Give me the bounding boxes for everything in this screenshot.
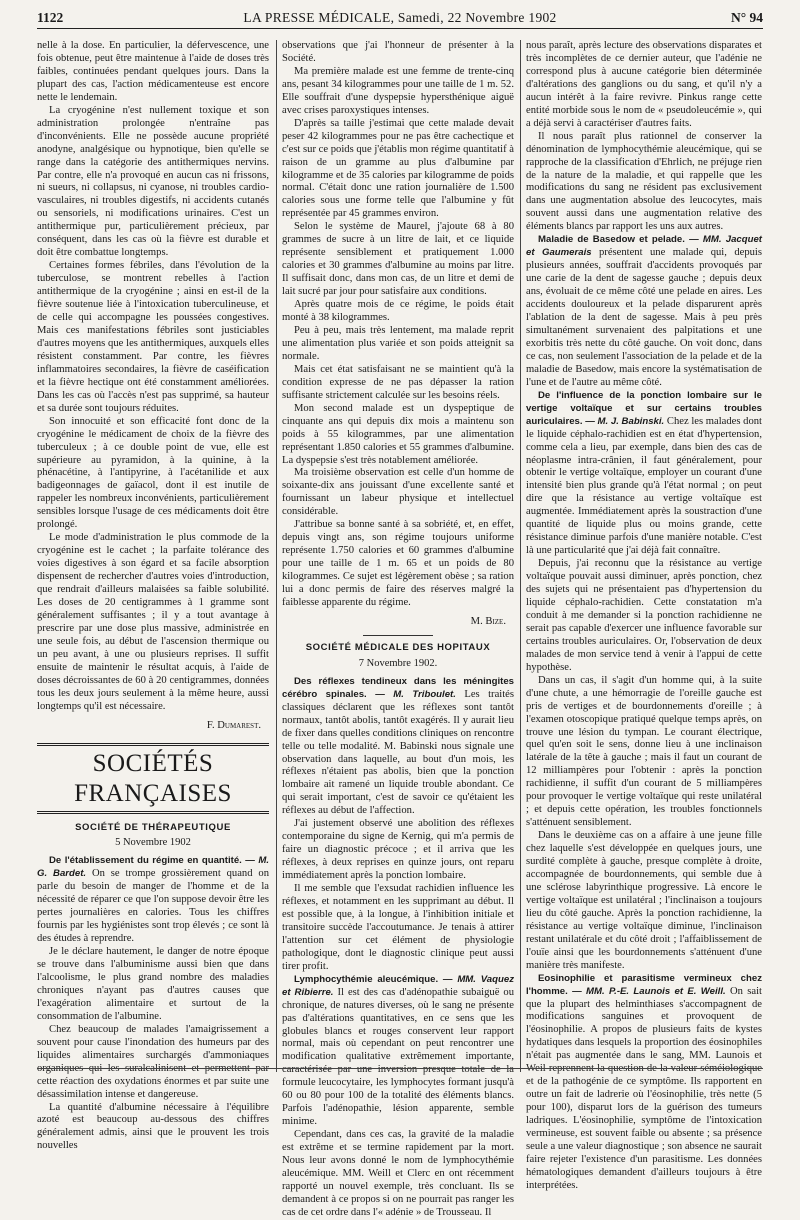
paragraph: J'attribue sa bonne santé à sa sobriété, et, en effet, depuis vingt ans, son régime toujours uniforme représente 1.750 calories et 60 grammes d'albumine pour une taille de 1 m. 65 et un poids de 80 kilogrammes. Ce sujet est légèrement obèse ; sa ration lui a donc permis de faire des réserves malgré la faiblesse apparente du régime. (282, 519, 514, 608)
paragraph: observations que j'ai l'honneur de présenter à la Société. (282, 40, 514, 64)
lead-author: MM. Vaquez et Ribierre. (282, 973, 514, 998)
column-divider (276, 40, 277, 1072)
column-1 (37, 40, 269, 1152)
paragraph: Après quatre mois de ce régime, le poids était monté à 38 kilogrammes. (282, 299, 514, 324)
paragraph: Dans un cas, il s'agit d'un homme qui, à la suite d'une chute, a une hémorragie de l'oreille gauche est pris de vertiges et de bourdonnements d'oreille ; à l'examen otoscopique pratiqué quelque temps après, on trouve une lésion du tympan. Le courant électrique, quel qu'en soit le sens, donne lieu à une inclinaison latérale de la tête à gauche ; mais il faut un courant de 12 milliampères pour l'obtenir : après la ponction rachidienne, il suffit d'un courant de 5 milliampères pour provoquer le vertige voltaïque qui reste unilatéral ; et depuis cette opération, les troubles fonctionnels s'atténuent sensiblement. (526, 674, 762, 829)
paragraph: Son innocuité et son efficacité font donc de la cryogénine le médicament de choix de la fièvre des tuberculeux ; à ce double point de vue, elle est supérieure au pyramidon, à la quinine, à la phénacétine, à l'antipyrine, à l'acétanilide et aux badigeonnages de gaïacol, dont il est inutile de rappeler les nombreux inconvénients, particulièrement sensibles lorsque l'usage de ces médicaments doit être prolongé. (37, 415, 269, 531)
paragraph: Depuis, j'ai reconnu que la résistance au vertige voltaïque pouvait aussi diminuer, après ponction, chez des sujets qui ne présentaient pas d'hypertension du liquide céphalo-rachidien. Cette constatation m'a conduit à me demander si la ponction rachidienne ne serait pas capable d'exercer une influence favorable sur certains troubles auriculaires. Or, l'observation de deux malades de mon service tend à venir à l'appui de cette hypothèse. (526, 558, 762, 673)
journal-title: LA PRESSE MÉDICALE, Samedi, 22 Novembre 1902 (243, 10, 557, 25)
paragraph: Je le déclare hautement, le danger de notre époque se trouve dans l'albuminisme aussi bien que dans l'alcoolisme, le plus grand nombre des maladies chroniques n'ayant pas d'autres causes que l'exagération alimentaire et surtout de la consommation de l'albumine. (37, 946, 269, 1022)
paragraph: Mon second malade est un dyspeptique de cinquante ans qui depuis dix mois a maintenu son poids à 55 kilogrammes, par une alimentation représentant 1.850 calories et 55 grammes d'albumine. La dyspepsie s'est très notablement améliorée. (282, 402, 514, 466)
lead-text: Il est des cas d'adénopathie subaiguë ou chronique, de natures diverses, où le sang ne présente pas d'altérations quantitatives, en ce sens que les globules blancs et rouges conservent leur rapport normal, mais où cependant on peut rencontrer une modification qualitative extrêmement importante, caractérisée par une inversion presque totale de la formule leucocytaire, les lymphocytes formant jusqu'à 60 ou 80 pour 100 de la totalité des éléments blancs. Parfois l'adénopathie, lésion apparente, semble minime. (282, 986, 515, 1128)
author-signature: F. Dumarest. (206, 719, 261, 731)
paragraph: Mais cet état satisfaisant ne se maintient qu'à la condition expresse de ne pas dépasser la ration suffisante strictement calculée sur les besoins réels. (282, 363, 514, 401)
separator (363, 635, 433, 636)
lead-title: Lymphocythémie aleucémique. — (294, 973, 453, 985)
lead-title: Maladie de Basedow et pelade. — (538, 234, 699, 246)
paragraph: Certaines formes fébriles, dans l'évolution de la tuberculose, se montrent rebelles à l'action antithermique de la cryogénine ; ainsi en est-il de la fièvre soutenue liée à l'intoxication tuberculineuse, et de celle qui accompagne les poussées congestives. Mais ces manifestations fébriles sont justiciables d'autres moyens que les antithermiques, auxquels elles résistent constamment. Par contre, les fièvres inflammatoires secondaires, la fièvre de caséification et la fièvre hectique ont été constamment améliorées. Dans les cas où l'accès n'est pas supprimé, sa hauteur et sa durée sont toujours réduites. (37, 260, 269, 414)
lead-text: Les traités classiques déclarent que les réflexes sont tantôt normaux, tantôt abolis, tantôt exagérés. Il y aurait lieu de fixer dans quelles conditions cliniques on rencontre telle ou telle modalité. M. Babinski nous signale une observation dans laquelle, au bout d'un mois, les réflexes n'étaient pas abolis, bien que la ponction lombaire ait ramené un liquide trouble abondant. Ce qui serait important, c'est de savoir ce qu'étaient les réflexes au début de l'affection. (282, 688, 514, 817)
paragraph: Ma troisième observation est celle d'un homme de soixante-dix ans jouissant d'une excellente santé et fournissant un labeur physique et intellectuel considérable. (282, 467, 514, 518)
lead-title: De l'établissement du régime en quantité. — (49, 855, 255, 867)
paragraph: D'après sa taille j'estimai que cette malade devait peser 42 kilogrammes pour ne pas être cachectique et c'est sur ce poids que j'établis mon régime quantitatif à raison de un gramme au plus d'albumine par kilogramme et de 35 calories par kilogramme de poids normal. C'était donc une ration journalière de 1.500 calories sous une forme telle que l'albumine y fût représentée par 45 grammes environ. (282, 117, 514, 220)
section-banner (37, 743, 269, 814)
lead-title: De l'influence de la ponction lombaire sur le vertige voltaïque et sur certains troubles auriculaires. — (526, 389, 762, 427)
lead-text: On se trompe grossièrement quand on parle du besoin de manger de l'homme et de la nécessité de réparer ce que l'on suppose devoir être les pertes journalières en calories. Tous les chiffres fournis par les hygiénistes sont trop élevés ; ce sont là des études à reprendre. (37, 868, 269, 945)
issue-number: N° 94 (730, 10, 763, 25)
author-signature: M. Bize. (470, 615, 506, 627)
article-lead (526, 973, 762, 1193)
society-title: SOCIÉTÉ MÉDICALE DES HOPITAUX (305, 641, 491, 653)
page-header (37, 10, 763, 29)
paragraph: Chez beaucoup de malades l'amaigrissement a souvent pour cause l'inondation des humeurs par des liquides alimentaires surchargés d'ammoniaques organiques qui les suralcalinisent et permettent par cette réaction des oxydations énormes et par suite une désassimilation intense et dangereuse. (37, 1023, 269, 1100)
lead-title: Des réflexes tendineux dans les méningites cérébro spinales. — (282, 675, 514, 700)
paragraph: Selon le système de Maurel, j'ajoute 68 à 80 grammes de sucre à un litre de lait, et ce liquide représente sensiblement et pratiquement 1.000 calories et 30 grammes d'albumine au moins par litre. Il suffisait donc, dans mon cas, de un litre et demi de lait sucré par jour pour satisfaire aux conditions. (282, 221, 514, 298)
article-lead (526, 390, 762, 558)
lead-author: M. Triboulet. (393, 688, 456, 700)
society-title: SOCIÉTÉ DE THÉRAPEUTIQUE (75, 821, 231, 833)
lead-title: Eosinophilie et parasitisme vermineux chez l'homme. — (526, 972, 762, 997)
paragraph: Le mode d'administration le plus commode de la cryogénine est le cachet ; la parfaite tolérance des voies digestives à son égard et sa facile absorption dispensent de rechercher d'autres voies d'introduction, que rendrait d'ailleurs malaisées sa faible solubilité. Les doses de 20 centigrammes à 1 gramme sont généralement suffisantes ; il y a tout avantage à prescrire par une dose plus massive, administrée en une seule fois, au début de l'ascension thermique ou un peu avant, à une ou plusieurs reprises. Il suffit ensuite de maintenir le résultat acquis, à l'aide de doses décroissantes de 60 à 20 centigrammes, données tous les deux jours seulement à la même heure, aussi longtemps qu'il est nécessaire. (37, 532, 269, 712)
paragraph: nous paraît, après lecture des observations disparates et très incomplètes de ce dernier auteur, que l'adénie ne correspond plus à aucune catégorie bien déterminée d'altérations des ganglions ou du sang, et qu'il n'y a aucun intérêt à la faire revivre. Pinkus range cette entité morbide sous le nom de « pseudoleucémie », qui a déjà servi à caractériser d'autres faits. (526, 40, 762, 129)
lead-author: M. J. Babinski. (597, 415, 665, 427)
column-2 (282, 40, 515, 1218)
lead-text: Chez les malades dont le liquide céphalo-rachidien est en état d'hypertension, comme cela a lieu, par exemple, dans bien des cas de néoplasme intra-crânien, il faut généralement, pour obtenir le vertige voltaïque, employer un courant d'une intensité bien plus grande qu'à l'état normal ; on peut dire que la résistance au vertige voltaïque est augmentée. Immédiatement après la soustraction d'une quantité de liquide plus ou moins grande, cette résistance diminue parfois d'une manière notable. C'est là une particularité que j'ai déjà fait connaître. (526, 415, 762, 557)
paragraph: La quantité d'albumine nécessaire à l'équilibre azoté est beaucoup au-dessous des chiffres généralement admis, ainsi que le prouvent les trois nouvelles (37, 1101, 269, 1152)
society-date: 5 Novembre 1902 (115, 837, 191, 849)
paragraph: Peu à peu, mais très lentement, ma malade reprit une alimentation plus variée et son poids atteignit sa normale. (282, 324, 514, 362)
paragraph: Il nous paraît plus rationnel de conserver la dénomination de lymphocythémie aleucémique, qui se rapproche de la classification d'Ehrlich, ne préjuge rien de la nature de la maladie, et qui rappelle que les modifications du sang ne résident pas exclusivement dans une augmentation absolue des leucocytes, mais souvent aussi dans une augmentation relative des éléments blancs par rapport les uns aux autres. (526, 130, 762, 233)
paragraph: Dans le deuxième cas on a affaire à une jeune fille chez laquelle s'est développée en quelques jours, une surdité complète à gauche, presque complète à droite, accompagnée de bourdonnements, qui semble due à une sclérose labyrinthique progressive. Là encore le vertige voltaïque est unilatéral ; l'inclinaison a toujours lieu du côté gauche. Après la ponction rachidienne, la résistance au vertige voltaïque diminue, l'inclinaison restant unilatérale et du côté droit ; l'affaiblissement de l'ouïe ainsi que les bourdonnements s'atténuent d'une manière très manifeste. (526, 830, 762, 971)
paragraph: Ma première malade est une femme de trente-cinq ans, pesant 34 kilogrammes pour une taille de 1 m. 52. Elle souffrait d'une dyspepsie hypersthénique aiguë avec crises paroxystiques intenses. (282, 65, 514, 116)
column-divider (520, 40, 521, 1072)
article-lead (282, 974, 514, 1129)
lead-text: On sait que la plupart des helminthiases s'accompagnent de modifications sanguines et provoquent de l'éosinophilie. A propos de plusieurs faits de kystes hydatiques dans lesquels la proportion des éosinophiles n'était pas augmentée dans le sang, MM. Launois et Weil reprennent la question de la valeur séméiologique et de la pathogénie de ce symptôme. Ils rapportent en outre un fait de ladrerie où l'éosinophilie, très nette (5 pour 100), disparut lors de la guérison des tumeurs ladriques. L'éosinophilie, symptôme de l'intoxication vermineuse, est souvent faible ou absente ; sa présence seule a une valeur diagnostique ; son absence ne saurait faire rejeter l'existence d'un parasitisme. Les données hématologiques demandent d'ailleurs toujours à être interprétées. (526, 985, 762, 1191)
bottom-rule (37, 1068, 763, 1069)
section-title: SOCIÉTÉS FRANÇAISES (74, 749, 232, 807)
article-lead (526, 234, 762, 389)
society-date: 7 Novembre 1902. (358, 657, 438, 669)
column-3 (526, 40, 762, 1191)
lead-author: M. G. Bardet. (37, 855, 269, 880)
paragraph: nelle à la dose. En particulier, la défervescence, une fois obtenue, peut être maintenue à l'aide de doses très faibles, continuées pendant quelques jours. Dans la plupart des cas, l'action médicamenteuse est encore nette le lendemain. (37, 40, 269, 103)
lead-author: MM. Jacquet et Gaumerais (526, 234, 762, 259)
paragraph: J'ai justement observé une abolition des réflexes contemporaine du signe de Kernig, qui m'a permis de faire un diagnostic précoce ; et il arriva que les réflexes, à deux reprises en quinze jours, ont reparu immédiatement après la ponction lombaire. (282, 818, 514, 882)
article-lead (37, 855, 269, 946)
lead-author: MM. P.-E. Launois et E. Weill. (586, 985, 726, 997)
page-number: 1122 (37, 10, 64, 25)
paragraph: Il me semble que l'exsudat rachidien influence les réflexes, et notamment en les supprimant au début. Il est possible que, à la longue, à l'inhibition initiale et transitoire succède l'accoutumance. Je tenais à attirer l'attention sur cet élément de physiologie pathologique, dont le diagnostic clinique peut aussi tirer profit. (282, 883, 514, 972)
paragraph: Cependant, dans ces cas, la gravité de la maladie est extrême et se termine rapidement par la mort. Nous leur avons donné le nom de lymphocythémie aleucémique. MM. Weill et Clerc en ont récemment rapporté un nouvel exemple, très concluant. Ils se demandent à ce propos si on ne pourrait pas ranger les cas de cet ordre dans l'« adénie » de Trousseau. Il (282, 1129, 514, 1218)
article-lead (282, 676, 514, 818)
paragraph: La cryogénine n'est nullement toxique et son administration prolongée n'entraîne pas d'inconvénients. Elle ne possède aucune propriété anodyne, analgésique ou hypnotique, bien qu'elle se range dans la catégorie des antithermiques nervins. Par contre, elle n'a provoqué en aucun cas ni frissons, ni sueurs, ni collapsus, ni cyanose, ni troubles cardio-vasculaires, ni troubles digestifs, ni accidents cutanés ou sensoriels, ni modifications urinaires. C'est un antithermique pur, particulièrement précieux, par conséquent, dans les cas où la fièvre est durable et doit être combattue longtemps. (37, 104, 269, 259)
lead-text: présentent une malade qui, depuis plusieurs années, souffrait d'accidents provoqués par une carie de la dent de sagesse gauche ; depuis deux ans, évoluait de ce même côté une pelade en aires. Les accidents douloureux et la pelade disparurent après l'ablation de la dent de sagesse. Mais à peu près simultanément survenaient des palpitations et une exorbitis très nette du côté gauche. On voit donc, dans ce cas, non seulement l'association de la pelade et de la maladie de Basedow, mais encore la systématisation de l'une et de l'autre au même côté. (526, 247, 762, 388)
